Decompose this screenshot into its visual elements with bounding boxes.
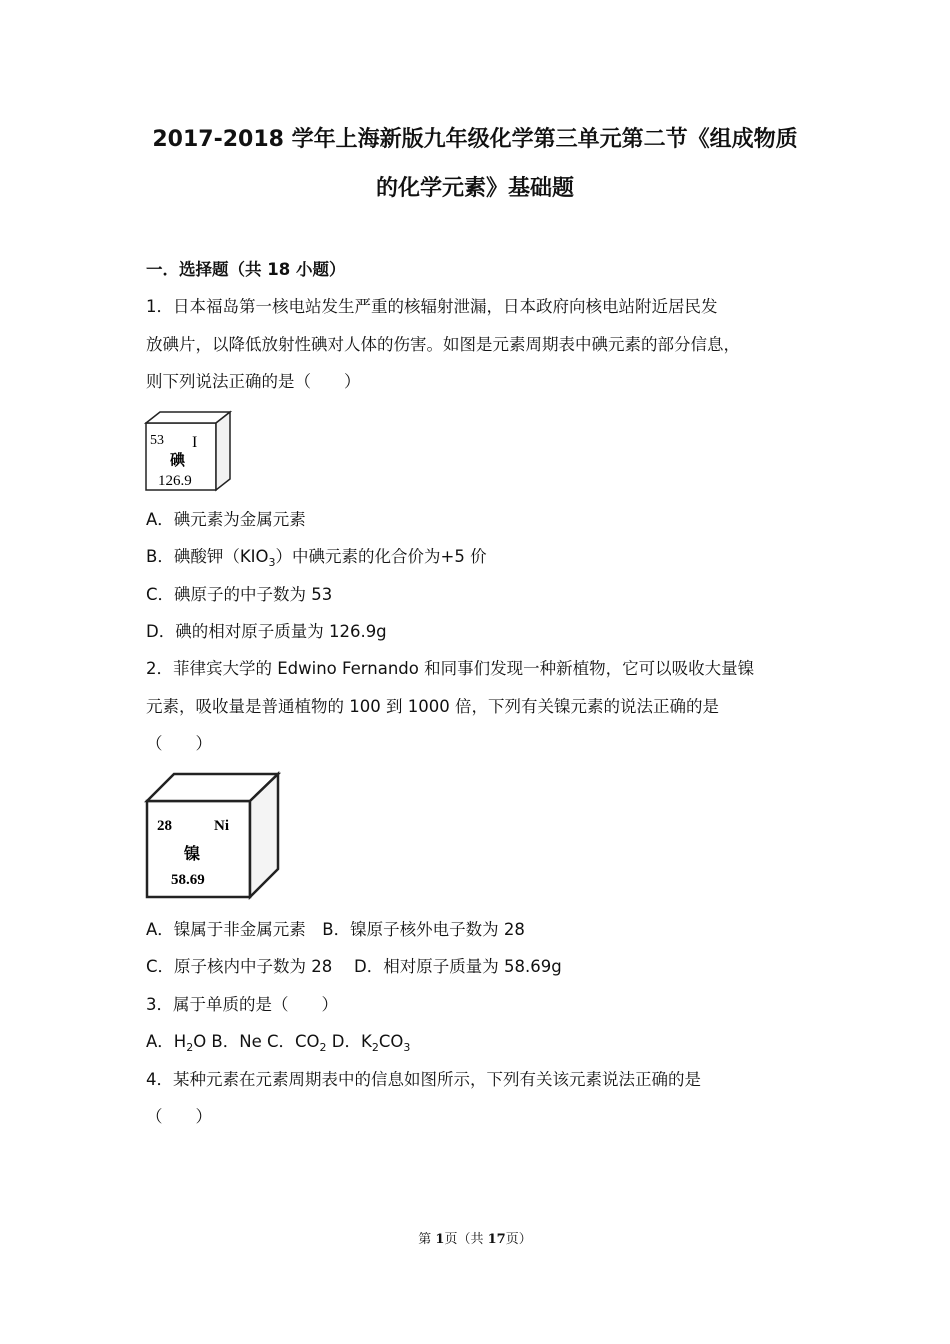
q2-options-cd: C．原子核内中子数为 28 D．相对原子质量为 58.69g: [146, 957, 562, 976]
q4-stem-line-2: （ ）: [146, 1107, 212, 1126]
nickel-atomic-mass: 58.69: [171, 872, 205, 888]
q4-stem-line-1: 4．某种元素在元素周期表中的信息如图所示，下列有关该元素说法正确的是: [146, 1070, 701, 1089]
q1-stem-line-1: 1．日本福岛第一核电站发生严重的核辐射泄漏，日本政府向核电站附近居民发: [146, 297, 718, 316]
nickel-atomic-number: 28: [157, 818, 172, 834]
q2-options-ab: A．镍属于非金属元素 B．镍原子核外电子数为 28: [146, 920, 525, 939]
q1-option-c: C．碘原子的中子数为 53: [146, 585, 333, 604]
nickel-name: 镍: [184, 846, 201, 863]
q1-stem-line-2: 放碘片，以降低放射性碘对人体的伤害。如图是元素周期表中碘元素的部分信息，: [146, 335, 740, 354]
document-title-line-1: 2017-2018 学年上海新版九年级化学第三单元第二节《组成物质: [152, 127, 798, 152]
section-heading: 一．选择题（共 18 小题）: [146, 260, 346, 279]
q3-stem: 3．属于单质的是（ ）: [146, 995, 338, 1014]
q1-option-a: A．碘元素为金属元素: [146, 510, 306, 529]
q2-stem-line-1: 2．菲律宾大学的 Edwino Fernando 和同事们发现一种新植物，它可以吸收大量镍: [146, 659, 755, 678]
q1-stem-line-3: 则下列说法正确的是（ ）: [146, 372, 361, 391]
iodine-symbol: I: [192, 434, 198, 451]
document-title-line-2: 的化学元素》基础题: [375, 176, 574, 201]
q3-options: A．$H_2O$ B．Ne C．$CO_2$ D．$K_2CO_3$: [146, 1032, 411, 1054]
q1-option-d: D．碘的相对原子质量为 126.9g: [146, 622, 387, 641]
nickel-symbol: Ni: [214, 818, 229, 834]
iodine-atomic-mass: 126.9: [158, 473, 192, 489]
q1-option-b: B．碘酸钾$(KIO_3)$中碘元素的化合价为+5 价: [146, 547, 487, 569]
nickel-element-card: [144, 771, 284, 901]
iodine-atomic-number: 53: [150, 433, 164, 448]
iodine-name: 碘: [170, 453, 186, 469]
q2-stem-line-3: （ ）: [146, 734, 212, 753]
page-footer: 第 1页（共 17页）: [418, 1232, 532, 1247]
iodine-element-card: [144, 410, 234, 494]
q2-stem-line-2: 元素，吸收量是普通植物的 100 到 1000 倍，下列有关镍元素的说法正确的是: [146, 697, 719, 716]
